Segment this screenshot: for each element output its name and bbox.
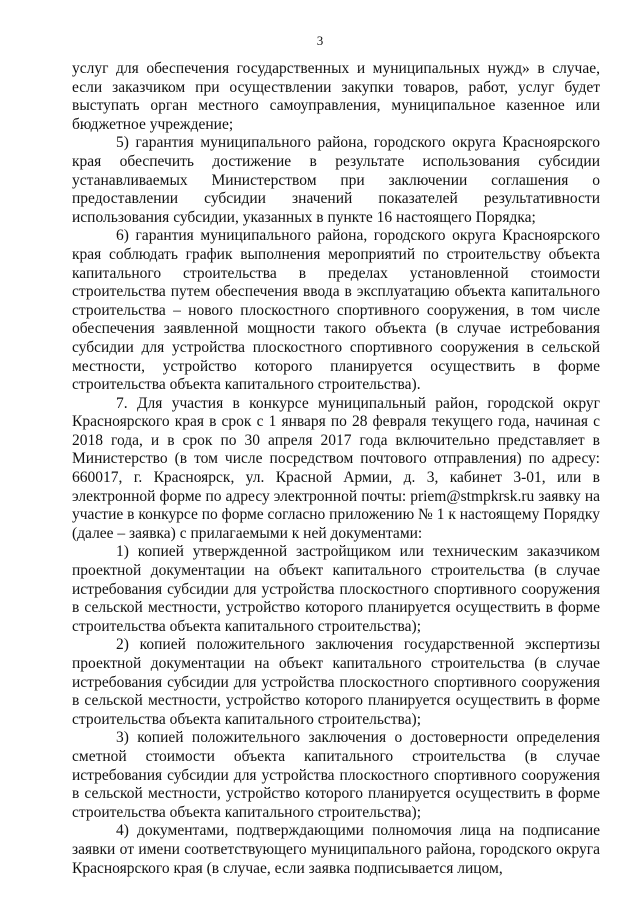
paragraph-continuation: услуг для обеспечения государственных и муниципальных нужд» в случае, если заказчиком при осуществлении закупки товаров, работ, услуг будет выступать орган местного самоуправления, муниципальное казенное или бюджетное учреждение; <box>72 60 600 133</box>
paragraph-doc-1: 1) копией утвержденной застройщиком или техническим заказчиком проектной документации на объект капитального строительства (в случае истребования субсидии для устройства плоскостного спортивного сооружения в сельской местности, устройство которого планируется осуществить в форме строительства объекта капитального строительства); <box>72 543 600 635</box>
paragraph-item-6: 6) гарантия муниципального района, городского округа Красноярского края соблюдать график выполнения мероприятий по строительству объекта капитального строительства в пределах установленной стоимости строительства путем обеспечения ввода в эксплуатацию объекта капитального строительства – нового плоскостного спортивного сооружения, в том числе обеспечения заявленной мощности такого объекта (в случае истребования субсидии для устройства плоскостного спортивного сооружения в сельской местности, устройство которого планируется осуществить в форме строительства объекта капитального строительства). <box>72 227 600 394</box>
paragraph-doc-2: 2) копией положительного заключения государственной экспертизы проектной документации на объект капитального строительства (в случае истребования субсидии для устройства плоскостного спортивного сооружения в сельской местности, устройство которого планируется осуществить в форме строительства объекта капитального строительства); <box>72 636 600 728</box>
paragraph-doc-3: 3) копией положительного заключения о достоверности определения сметной стоимости объекта капитального строительства (в случае истребования субсидии для устройства плоскостного спортивного сооружения в сельской местности, устройство которого планируется осуществить в форме строительства объекта капитального строительства); <box>72 729 600 821</box>
paragraph-item-5: 5) гарантия муниципального района, городского округа Красноярского края обеспечить достижение в результате использования субсидии устанавливаемых Министерством при заключении соглашения о предоставлении субсидии значений показателей результативности использования субсидии, указанных в пункте 16 настоящего Порядка; <box>72 134 600 226</box>
paragraph-clause-7: 7. Для участия в конкурсе муниципальный район, городской округ Красноярского края в срок с 1 января по 28 февраля текущего года, начиная с 2018 года, и в срок по 30 апреля 2017 года включительно представляет в Министерство (в том числе посредством почтового отправления) по адресу: 660017, г. Красноярск, ул. Красной Армии, д. 3, кабинет 3-01, или в электронной форме по адресу электронной почты: priem@stmpkrsk.ru заявку на участие в конкурсе по форме согласно приложению № 1 к настоящему Порядку (далее – заявка) с прилагаемыми к ней документами: <box>72 394 600 542</box>
page-number: 3 <box>316 33 324 48</box>
document-body <box>72 60 600 878</box>
paragraph-doc-4: 4) документами, подтверждающими полномочия лица на подписание заявки от имени соответствующего муниципального района, городского округа Красноярского края (в случае, если заявка подписывается лицом, <box>72 822 600 877</box>
